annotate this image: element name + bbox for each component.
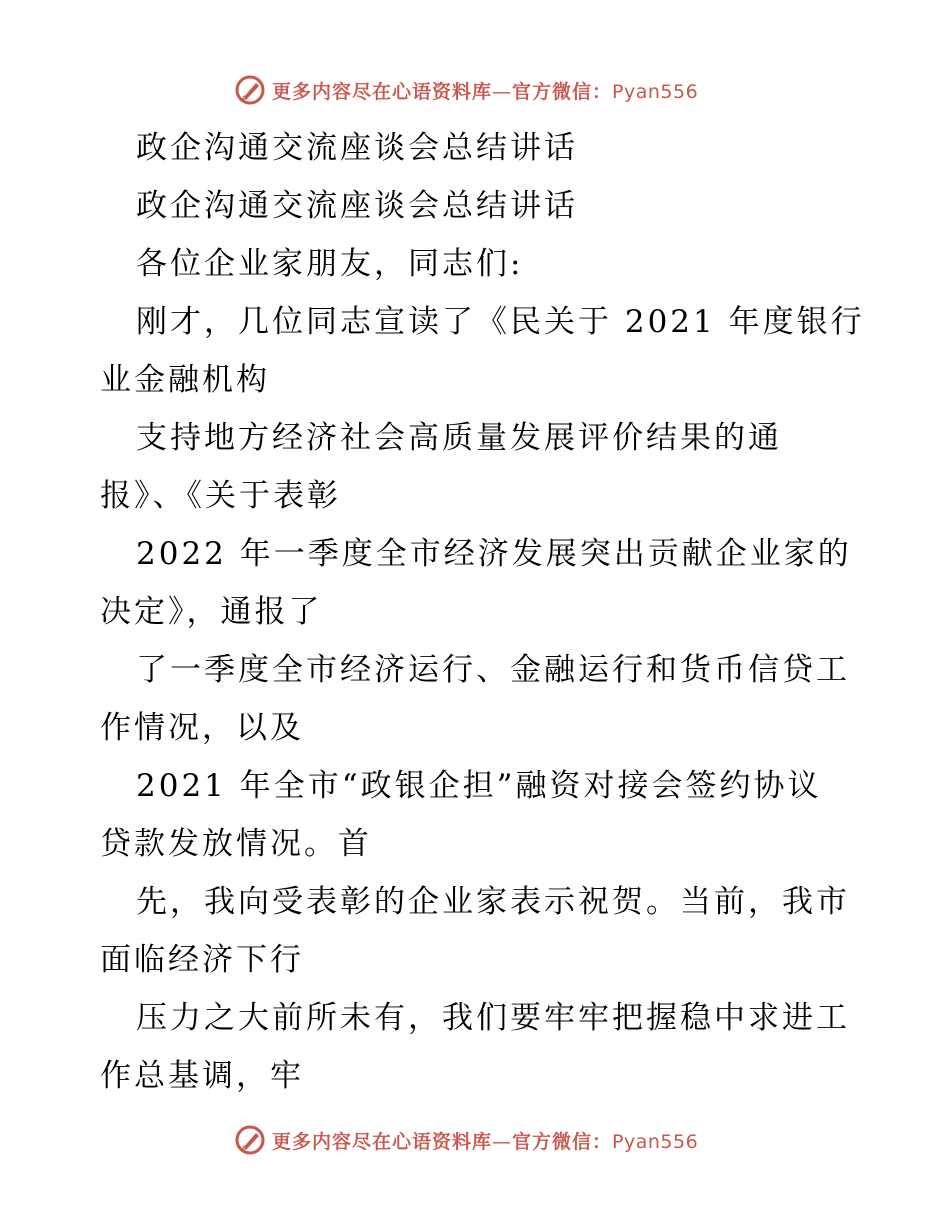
doc-line: 业金融机构	[100, 362, 270, 398]
watermark-tail: 官方微信：	[512, 80, 613, 103]
doc-line: 2022 年一季度全市经济发展突出贡献企业家的	[136, 536, 852, 572]
doc-line: 贷款发放情况。首	[100, 826, 372, 862]
doc-line: 作总基调，牢	[100, 1058, 304, 1094]
doc-line: 2021 年全市“政银企担”融资对接会签约协议	[136, 768, 822, 804]
doc-line: 支持地方经济社会高质量发展评价结果的通	[136, 420, 782, 456]
watermark-text	[272, 1127, 698, 1154]
doc-line: 面临经济下行	[100, 942, 304, 978]
doc-line: 压力之大前所未有，我们要牢牢把握稳中求进工	[136, 1000, 850, 1036]
pen-logo-icon	[234, 1124, 266, 1156]
doc-salutation: 各位企业家朋友，同志们:	[136, 246, 524, 282]
watermark-dash: —	[492, 1130, 513, 1153]
doc-line: 决定》，通报了	[100, 594, 323, 630]
doc-line: 作情况，以及	[100, 710, 304, 746]
doc-line: 刚才，几位同志宣读了《民关于 2021 年度银行	[136, 304, 865, 340]
watermark-id: Pyan556	[612, 1130, 699, 1153]
header-watermark	[234, 73, 698, 107]
doc-title-repeat: 政企沟通交流座谈会总结讲话	[136, 188, 578, 224]
footer-watermark	[234, 1123, 698, 1157]
doc-line: 先，我向受表彰的企业家表示祝贺。当前，我市	[136, 884, 850, 920]
watermark-id: Pyan556	[612, 80, 699, 103]
pen-logo-icon	[234, 74, 266, 106]
watermark-dash: —	[492, 80, 513, 103]
watermark-tail: 官方微信：	[512, 1130, 613, 1153]
watermark-text	[272, 77, 698, 104]
watermark-main: 更多内容尽在心语资料库	[272, 1130, 493, 1153]
doc-title: 政企沟通交流座谈会总结讲话	[136, 130, 578, 166]
doc-line: 报》、《关于表彰	[100, 478, 341, 514]
watermark-main: 更多内容尽在心语资料库	[272, 80, 493, 103]
doc-line: 了一季度全市经济运行、金融运行和货币信贷工	[136, 652, 850, 688]
